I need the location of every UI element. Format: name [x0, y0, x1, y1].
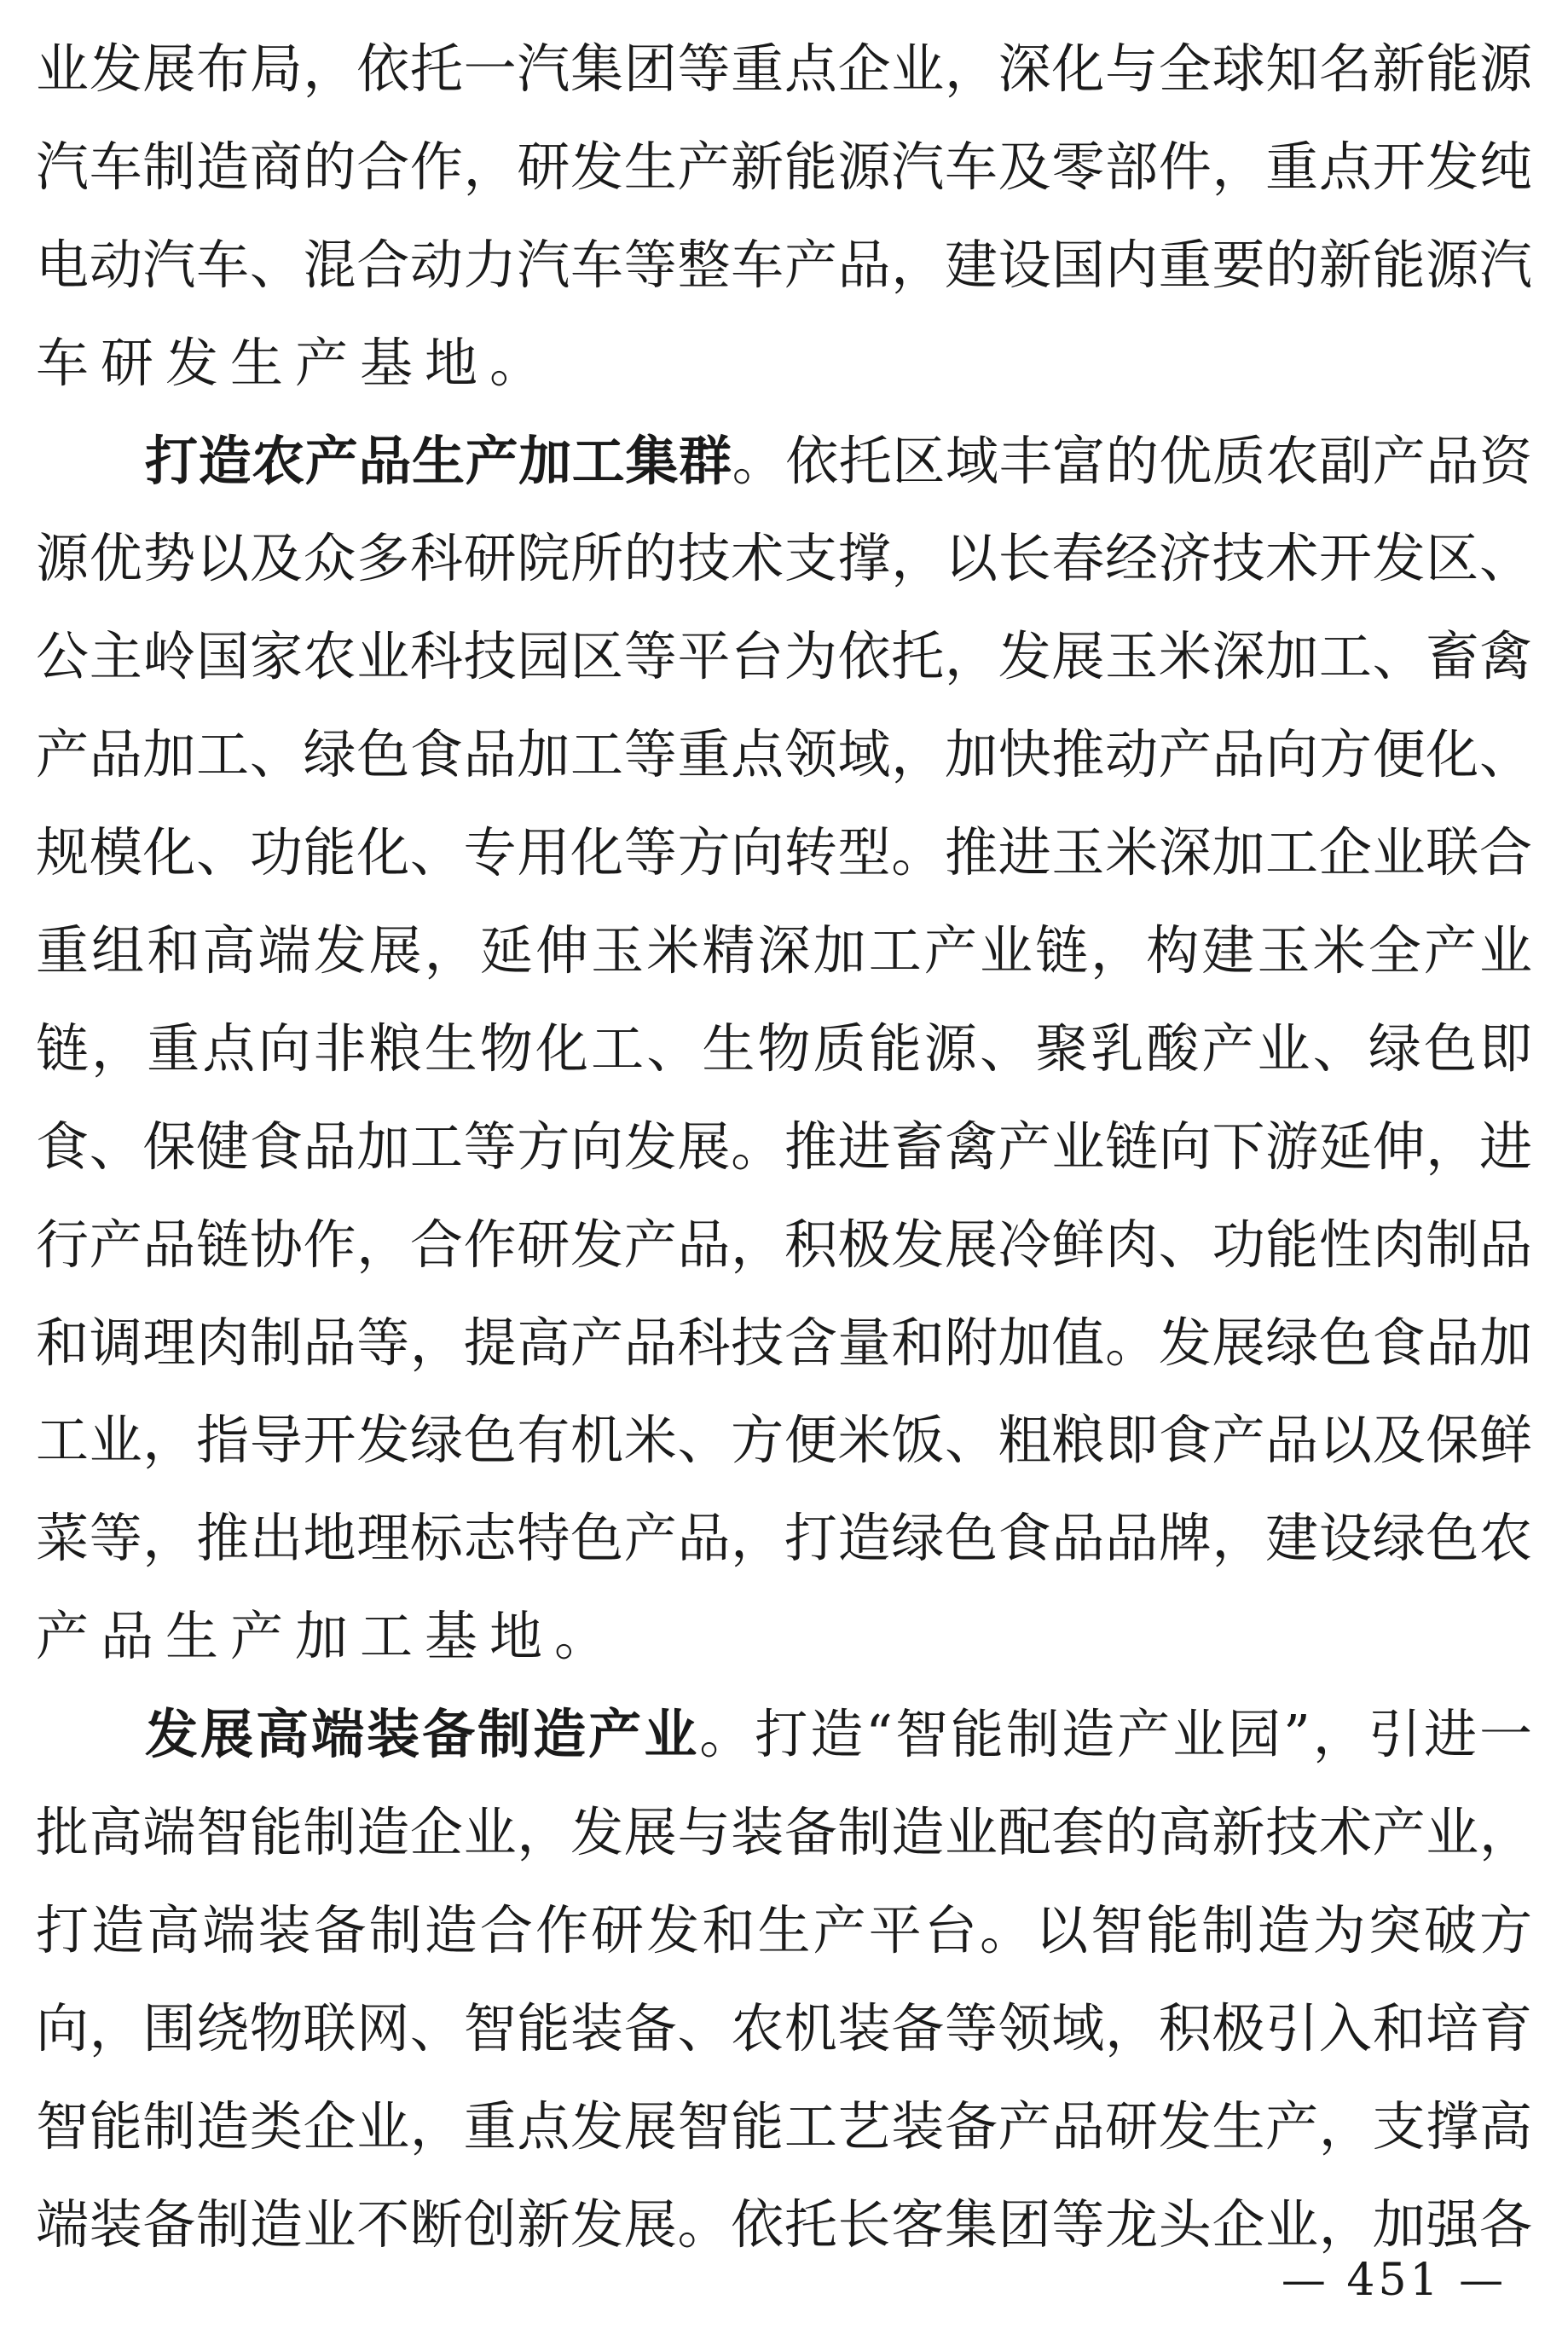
paragraph-heading: 发展高端装备制造产业	[145, 1703, 700, 1766]
heading-continuation: 。打造“智能制造产业园”，引进一	[699, 1703, 1532, 1766]
text-line: 车研发生产基地。	[36, 331, 555, 394]
text-line: 行产品链协作，合作研发产品，积极发展冷鲜肉、功能性肉制品	[36, 1213, 1532, 1276]
heading-continuation: 。依托区域丰富的优质农副产品资	[732, 429, 1532, 492]
text-line: 重组和高端发展，延伸玉米精深加工产业链，构建玉米全产业	[36, 919, 1532, 982]
text-line: 打造高端装备制造合作研发和生产平台。以智能制造为突破方	[36, 1898, 1532, 1961]
text-line: 汽车制造商的合作，研发生产新能源汽车及零部件，重点开发纯	[36, 135, 1532, 198]
text-line: 向，围绕物联网、智能装备、农机装备等领域，积极引入和培育	[36, 1996, 1532, 2059]
text-line: 规模化、功能化、专用化等方向转型。推进玉米深加工企业联合	[36, 821, 1532, 884]
text-line: 源优势以及众多科研院所的技术支撑，以长春经济技术开发区、	[36, 527, 1532, 590]
text-line: 业发展布局，依托一汽集团等重点企业，深化与全球知名新能源	[36, 38, 1532, 100]
text-line: 智能制造类企业，重点发展智能工艺装备产品研发生产，支撑高	[36, 2094, 1532, 2158]
text-line: 电动汽车、混合动力汽车等整车产品，建设国内重要的新能源汽	[36, 233, 1532, 296]
text-line: 产品生产加工基地。	[36, 1605, 620, 1668]
text-line: 批高端智能制造企业，发展与装备制造业配套的高新技术产业，	[36, 1801, 1532, 1864]
text-line	[36, 1686, 1532, 1784]
text-line: 端装备制造业不断创新发展。依托长客集团等龙头企业，加强各	[36, 2192, 1532, 2256]
paragraph-1	[36, 20, 1532, 413]
text-line: 公主岭国家农业科技园区等平台为依托，发展玉米深加工、畜禽	[36, 625, 1532, 688]
text-line: 菜等，推出地理标志特色产品，打造绿色食品品牌，建设绿色农	[36, 1507, 1532, 1570]
paragraph-2	[36, 413, 1532, 1687]
text-line	[36, 413, 1532, 511]
paragraph-heading: 打造农产品生产加工集群	[145, 429, 732, 492]
text-line: 和调理肉制品等，提高产品科技含量和附加值。发展绿色食品加	[36, 1311, 1532, 1374]
page-number: — 451 —	[1281, 2255, 1507, 2306]
paragraph-3	[36, 1686, 1532, 2273]
text-line: 食、保健食品加工等方向发展。推进畜禽产业链向下游延伸，进	[36, 1115, 1532, 1178]
text-line: 工业，指导开发绿色有机米、方便米饭、粗粮即食产品以及保鲜	[36, 1409, 1532, 1472]
document-page	[36, 20, 1532, 2273]
text-line: 链，重点向非粮生物化工、生物质能源、聚乳酸产业、绿色即	[36, 1017, 1532, 1080]
text-line: 产品加工、绿色食品加工等重点领域，加快推动产品向方便化、	[36, 723, 1532, 786]
